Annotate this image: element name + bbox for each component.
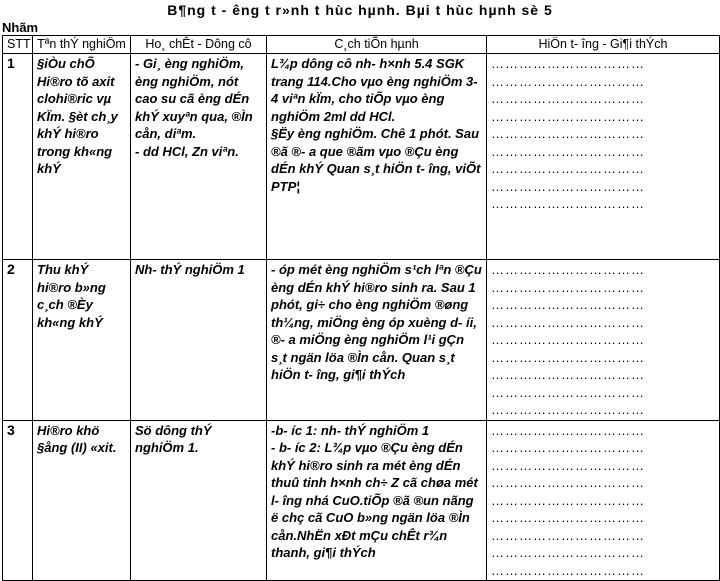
table-header-row [3, 36, 720, 54]
answer-line: …………………………… [491, 457, 645, 473]
chemicals-line: Sö dông thÝ nghiÖm 1. [135, 422, 212, 455]
answer-line: …………………………… [491, 178, 645, 194]
answer-line: …………………………… [491, 108, 645, 124]
answer-line: …………………………… [491, 527, 645, 543]
answer-line: …………………………… [491, 314, 645, 330]
table-row [3, 420, 720, 581]
header-chemicals-tools: Ho¸ chÊt - Dông cô [131, 36, 267, 54]
row-number: 3 [3, 420, 33, 581]
experiment-name: §iÒu chÕ Hi®ro tõ axit clohi®ric vµ KÏm. §èt ch¸y khÝ hi®ro trong kh«ng khÝ [33, 54, 131, 260]
answer-line: …………………………… [491, 196, 645, 211]
answer-line: …………………………… [491, 56, 645, 71]
answer-line: …………………………… [491, 91, 645, 106]
row-number: 2 [3, 260, 33, 421]
answer-area[interactable] [487, 260, 720, 421]
answer-line: …………………………… [491, 422, 645, 438]
answer-line: …………………………… [491, 349, 645, 365]
answer-line: …………………………… [491, 510, 645, 525]
procedure-line: §Ëy èng nghiÖm. Chê 1 phót. Sau ®ã ®- a que ®ãm vµo ®Çu èng dÉn khÝ Quan s¸t hiÖn t- îng, viÕt PTP¦ [271, 126, 481, 194]
header-stt: STT [3, 36, 33, 54]
procedure-line: L¾p dông cô nh- h×nh 5.4 SGK trang 114.Cho vµo èng nghiÖm 3-4 viªn kÏm, cho tiÕp vµo èng nghiÖm 2ml dd HCl. [271, 56, 478, 124]
chemicals-line: - Gi¸ èng nghiÖm, èng nghiÖm, nót cao su cã èng dÉn khÝ xuyªn qua, ®Ìn cån, diªm. [135, 56, 253, 141]
row-number: 1 [3, 54, 33, 260]
answer-line: …………………………… [491, 161, 645, 176]
experiment-name: Hi®ro khö §ång (II) «xit. [33, 420, 131, 581]
table-row [3, 260, 720, 421]
practice-table [2, 35, 720, 581]
answer-area[interactable] [487, 54, 720, 260]
answer-line: …………………………… [491, 492, 645, 508]
answer-line: …………………………… [491, 440, 645, 455]
header-phenomenon-explanation: HiÖn t- îng - Gi¶i thÝch [487, 36, 720, 54]
answer-line: …………………………… [491, 545, 645, 560]
answer-line: …………………………… [491, 562, 645, 578]
answer-line: …………………………… [491, 297, 645, 312]
answer-area[interactable] [487, 420, 720, 581]
answer-line: …………………………… [491, 143, 645, 159]
answer-line: …………………………… [491, 73, 645, 89]
group-label: Nhãm [2, 20, 39, 35]
procedure-line: - b- íc 2: L¾p vµo ®Çu èng dÉn khÝ hi®ro sinh ra mét èng dÉn thuû tinh h×nh ch÷ Z cã chøa mét l- îng nhá CuO.tiÕp ®ã ®un nãng ë chç cã CuO b»ng ngän löa ®Ìn cån.NhËn xÐt mÇu chÊt r¾n thanh, gi¶i thÝch [271, 440, 478, 560]
answer-line: …………………………… [491, 126, 645, 141]
answer-line: …………………………… [491, 384, 645, 400]
answer-line: …………………………… [491, 367, 645, 382]
procedure [267, 420, 487, 581]
header-experiment-name: Tªn thÝ nghiÖm [33, 36, 131, 54]
page-title: B¶ng t - êng t r»nh t hùc hµnh. Bµi t hùc hµnh sè 5 [167, 2, 553, 18]
chemicals-line: Nh- thÝ nghiÖm 1 [135, 262, 245, 277]
procedure [267, 260, 487, 421]
procedure [267, 54, 487, 260]
chemicals-line: - dd HCl, Zn viªn. [135, 143, 239, 159]
answer-line: …………………………… [491, 279, 645, 295]
experiment-name: Thu khÝ hi®ro b»ng c¸ch ®Èy kh«ng khÝ [33, 260, 131, 421]
chemicals-tools [131, 260, 267, 421]
procedure-line: -b- íc 1: nh- thÝ nghiÖm 1 [271, 422, 430, 438]
table-row [3, 54, 720, 260]
answer-line: …………………………… [491, 332, 645, 347]
answer-line: …………………………… [491, 402, 645, 417]
header-procedure: C¸ch tiÕn hµnh [267, 36, 487, 54]
chemicals-tools [131, 54, 267, 260]
answer-line: …………………………… [491, 262, 645, 277]
chemicals-tools [131, 420, 267, 581]
procedure-line: - óp mét èng nghiÖm s¹ch lªn ®Çu èng dÉn khÝ hi®ro sinh ra. Sau 1 phót, gi÷ cho èng nghiÖm ®øng th¼ng, miÖng èng óp xuèng d- íi, ®- a miÖng èng nghiÖm l¹i gÇn s¸t ngän löa ®Ìn cån. Quan s¸t hiÖn t- îng, gi¶i thÝch [271, 262, 482, 382]
answer-line: …………………………… [491, 475, 645, 490]
